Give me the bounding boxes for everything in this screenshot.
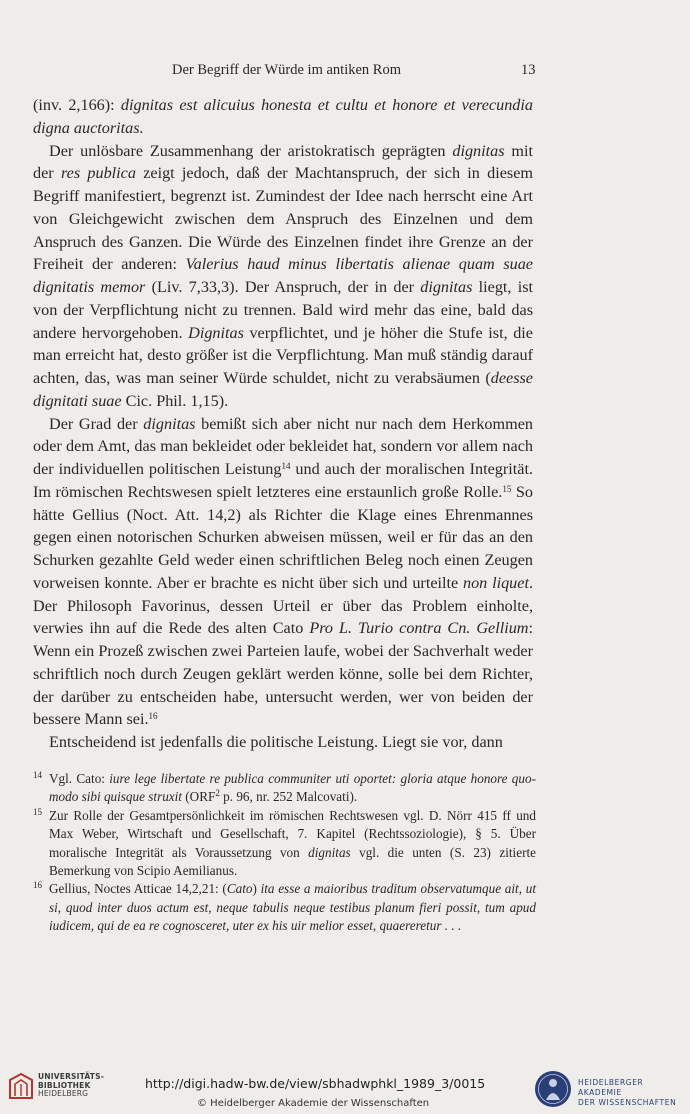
copyright-notice: © Heidelberger Akademie der Wissenschaften xyxy=(197,1098,430,1109)
footnote-15 xyxy=(33,807,536,881)
running-head-title: Der Begriff der Würde im antiken Rom xyxy=(172,62,401,78)
text-run: p. 96, nr. 252 Malcovati). xyxy=(219,789,358,805)
main-text xyxy=(33,94,533,754)
latin-term: Dignitas xyxy=(188,323,244,342)
text-run: Entscheidend ist jedenfalls die politische Leistung. Liegt sie vor, dann xyxy=(49,733,503,751)
footnote-16 xyxy=(33,880,536,935)
text-run: bemißt sich aber nicht nur nach dem Herkommen oder dem Amt, das man bekleidet oder bekleidet hat, sondern vor allem nach der individuellen politischen Leistung xyxy=(33,414,533,478)
paragraph-3 xyxy=(33,413,533,732)
text-run: verpflichtet, und je höher die Stufe ist, die man erreicht hat, desto größer ist die Verpflichtung. Man muß ständig darauf achten, das, was man seiner Würde schuldet, nicht zu verabsäumen ( xyxy=(33,323,533,387)
footnote-14 xyxy=(33,770,536,807)
library-line: BIBLIOTHEK xyxy=(38,1080,91,1090)
latin-term: Cato xyxy=(226,881,253,897)
page-number: 13 xyxy=(521,62,536,78)
latin-quote: deesse dignitati suae xyxy=(33,369,533,410)
library-line: HEIDELBERG xyxy=(38,1089,89,1098)
latin-term: non liquet xyxy=(462,573,529,592)
footnote-ref[interactable]: 14 xyxy=(281,461,291,471)
text-run: : Wenn ein Prozeß zwischen zwei Parteien laufe, wobei der Sachverhalt weder schriftlich noch durch Zeugen geklärt werden könne, solle bei dem Richter, der darüber zu entscheiden habe, untersucht werden, wer von beiden der bessere Mann sei. xyxy=(33,619,533,729)
text-run: Vgl. Cato: xyxy=(49,771,110,786)
text-run: Cic. Phil. 1,15). xyxy=(121,391,229,410)
text-run: (Liv. 7,33,3). Der Anspruch, der in der xyxy=(145,278,421,296)
permalink-url[interactable]: http://digi.hadw-bw.de/view/sbhadwphkl_1989_3/0015 xyxy=(145,1076,486,1091)
text-run: Zur Rolle der Gesamtpersönlichkeit im römischen Rechtswesen vgl. D. Nörr 415 ff und Max Weber, Wirtschaft und Gesellschaft, 7. Kapitel (Rechtssoziologie), § 5. Über moralische Integrität als Voraussetzung von xyxy=(49,807,536,860)
latin-quote: Valerius haud minus libertatis alienae quam suae dignitatis memor xyxy=(33,255,533,296)
edition-superscript: 2 xyxy=(215,788,220,799)
footnote-ref[interactable]: 15 xyxy=(502,483,512,494)
latin-title: Pro L. Turio contra Cn. Gellium xyxy=(309,619,529,638)
text-run: So hätte Gellius (Noct. Att. 14,2) als Richter die Klage eines Ehrenmannes gegen einen notorischen Schurken abweisen müssen, weil er für das an den Schurken gezahlte Geld weder einen schriftlichen Beleg noch einen Zeugen vorweisen konnte. Aber er brachte es nicht über sich und urteilte xyxy=(33,482,533,592)
text-run: . Der Philosoph Favorinus, dessen Urteil er über das Problem einholte, verwies ihn auf die Rede des alten Cato xyxy=(33,573,533,638)
university-library-name xyxy=(38,1073,104,1099)
text-run: zeigt jedoch, daß der Machtanspruch, der sich in diesem Begriff manifestiert, begrenzt ist. Zumindest der Idee nach herrscht eine Art von Gleichgewicht zwischen dem Anspruch des Einzelnen und dem Anspruch des Ganzen. Die Würde des Einzelnen findet ihre Grenze an der Freiheit der anderen: xyxy=(33,164,533,274)
running-head xyxy=(0,62,690,82)
latin-term: dignitas xyxy=(308,844,351,860)
footnote-number: 15 xyxy=(33,806,42,817)
paragraph-1 xyxy=(33,94,533,140)
academy-line: DER WISSENSCHAFTEN xyxy=(578,1098,677,1107)
text-run: mit der xyxy=(33,141,533,183)
latin-quote: dignitas est alicuius honesta et cultu et honore et verecundia digna auctoritas. xyxy=(33,96,533,137)
latin-term: dignitas xyxy=(452,141,505,160)
latin-term: dignitas xyxy=(143,414,196,433)
paragraph-4 xyxy=(33,731,533,754)
text-run: liegt, ist von der Verpflichtung nicht zu trennen. Bald wird mehr das eine, bald das andere hervorgehoben. xyxy=(33,278,533,342)
footnote-ref[interactable]: 16 xyxy=(148,711,158,722)
academy-line: HEIDELBERGER AKADEMIE xyxy=(578,1078,644,1097)
text-run: Der Grad der xyxy=(49,414,144,433)
footnote-number: 14 xyxy=(33,770,42,780)
text-run: (ORF xyxy=(181,789,216,805)
latin-term: dignitas xyxy=(420,278,473,296)
academy-seal-icon xyxy=(533,1069,573,1109)
latin-quote: iure lege libertate re publica communiter uti oportet: gloria atque honore quomodo sibi quisque struxit xyxy=(49,771,536,805)
text-run: (inv. 2,166): xyxy=(33,96,121,114)
latin-term: res publica xyxy=(60,164,136,183)
paragraph-2 xyxy=(33,140,533,413)
footnotes xyxy=(33,770,536,936)
text-run: Gellius, Noctes Atticae 14,2,21: ( xyxy=(49,881,227,897)
text-run: vgl. die unten (S. 23) zitierte Bemerkung von Scipio Aemilianus. xyxy=(49,844,536,879)
text-run: ) xyxy=(252,881,261,897)
footnote-number: 16 xyxy=(33,880,42,891)
university-library-logo-icon xyxy=(8,1072,34,1100)
library-line: UNIVERSITÄTS- xyxy=(38,1072,105,1081)
text-run: Der unlösbare Zusammenhang der aristokratisch geprägten xyxy=(49,141,453,160)
text-run: und auch der moralischen Integrität. Im römischen Rechtswesen spielt letzteres eine erstaunlich große Rolle. xyxy=(33,460,533,501)
footer-bar xyxy=(0,1064,690,1114)
academy-name xyxy=(578,1078,690,1108)
latin-quote: ita esse a maioribus traditum observatumque ait, ut si, quod inter duos actum est, neque tabulis neque testibus planum fieri possit, tum apud iudicem, qui de ea re cognosceret, uter ex his uir melior esset, quaereretur . . . xyxy=(49,881,536,934)
